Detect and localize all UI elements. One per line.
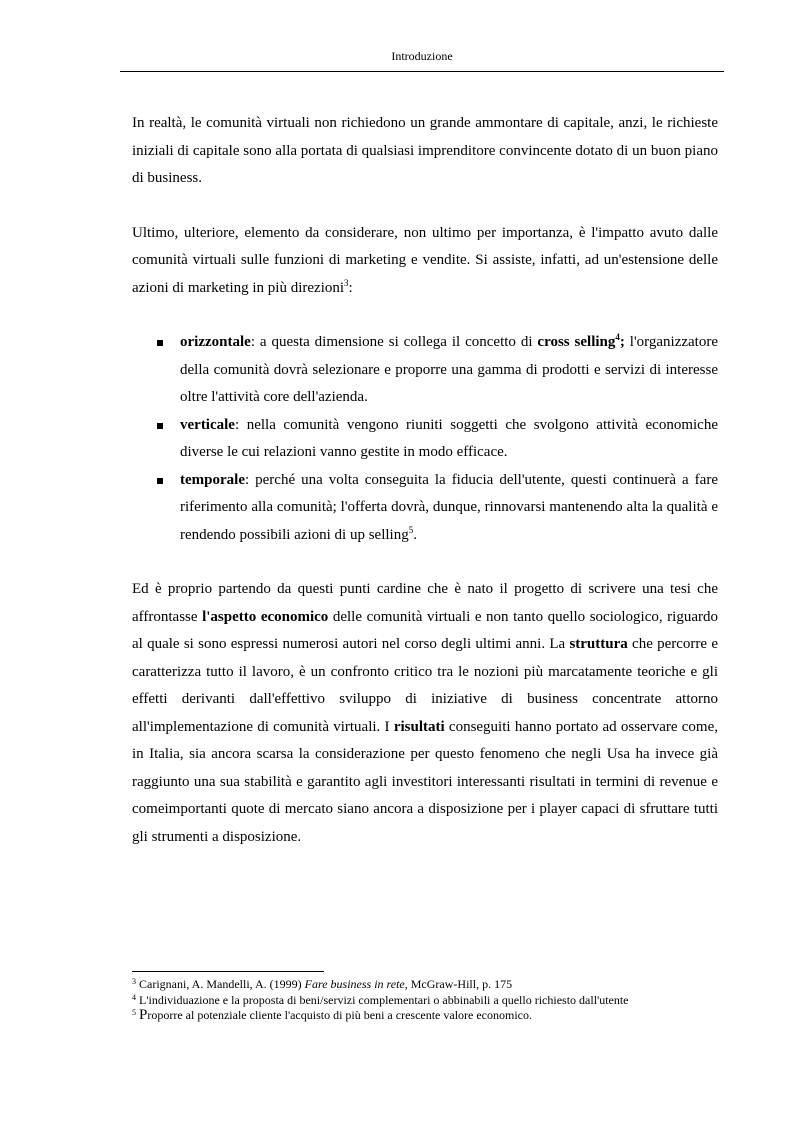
body-text (132, 110, 718, 851)
footnote-3: $^3$ Carignani, A. Mandelli, A. (1999) Fare business in rete, McGraw-Hill, p. 175 (132, 977, 513, 991)
running-header: Introduzione (391, 49, 453, 63)
footnote-4: $^4$ L'individuazione e la proposta di beni/servizi complementari o abbinabili a quello richiesto dall'utente (132, 992, 629, 1007)
bullet-square-icon (157, 423, 163, 429)
footnote-5: $^5$ Proporre al potenziale cliente l'acquisto di più beni a crescente valore economico. (132, 1007, 533, 1023)
paragraph-2: Ultimo, ulteriore, elemento da considerare, non ultimo per importanza, è l'impatto avuto dalle comunità virtuali sulle funzioni di marketing e vendite. Si assiste, infatti, ad un'estensione delle azioni di marketing in più direzioni$^3$: (132, 224, 718, 296)
list-item-orizzontale: orizzontale: a questa dimensione si collega il concetto di cross selling$^4$; l'organizzatore della comunità dovrà selezionare e proporre una gamma di prodotti e servizi di interesse oltre l'attività core dell'azienda. (132, 329, 718, 412)
list-item-temporale: temporale: perché una volta conseguita la fiducia dell'utente, questi continuerà a fare riferimento alla comunità; l'offerta dovrà, dunque, rinnovarsi mantenendo alta la qualità e rendendo possibili azioni di up selling$^5$. (132, 467, 718, 550)
marketing-directions-list (132, 329, 718, 549)
footnote-ref-5[interactable]: 5 (408, 524, 414, 535)
list-item-verticale: verticale: nella comunità vengono riuniti soggetti che svolgono attività economiche diverse le cui relazioni vanno gestite in modo efficace. (132, 412, 718, 467)
paragraph-3: Ed è proprio partendo da questi punti cardine che è nato il progetto di scrivere una tesi che affrontasse l'aspetto economico delle comunità virtuali e non tanto quello sociologico, riguardo al quale si sono espressi numerosi autori nel corso degli ultimi anni. La struttura che percorre e caratterizza tutto il lavoro, è un confronto critico tra le nozioni più marcatamente teoriche e gli effetti derivanti dall'effettivo sviluppo di iniziative di business concentrate attorno all'implementazione di comunità virtuali. I risultati conseguiti hanno portato ad osservare come, in Italia, sia ancora scarsa la considerazione per questo fenomeno che negli Usa ha invece già raggiunto una sua stabilità e garantito agli investitori interessanti risultati in termini di revenue e comeimportanti quote di mercato siano ancora a disposizione per i player capaci di sfruttare tutti gli strumenti a disposizione. (132, 581, 719, 845)
footnote-ref-3[interactable]: 3 (344, 277, 349, 288)
bullet-square-icon (157, 340, 163, 346)
footnote-separator (132, 971, 324, 972)
bullet-square-icon (157, 478, 163, 484)
footnotes (132, 977, 732, 1024)
header-rule (120, 71, 724, 72)
footnote-ref-4[interactable]: 4 (615, 332, 620, 342)
paragraph-1: In realtà, le comunità virtuali non richiedono un grande ammontare di capitale, anzi, le richieste iniziali di capitale sono alla portata di qualsiasi imprenditore convincente dotato di un buon piano di business. (132, 115, 718, 186)
